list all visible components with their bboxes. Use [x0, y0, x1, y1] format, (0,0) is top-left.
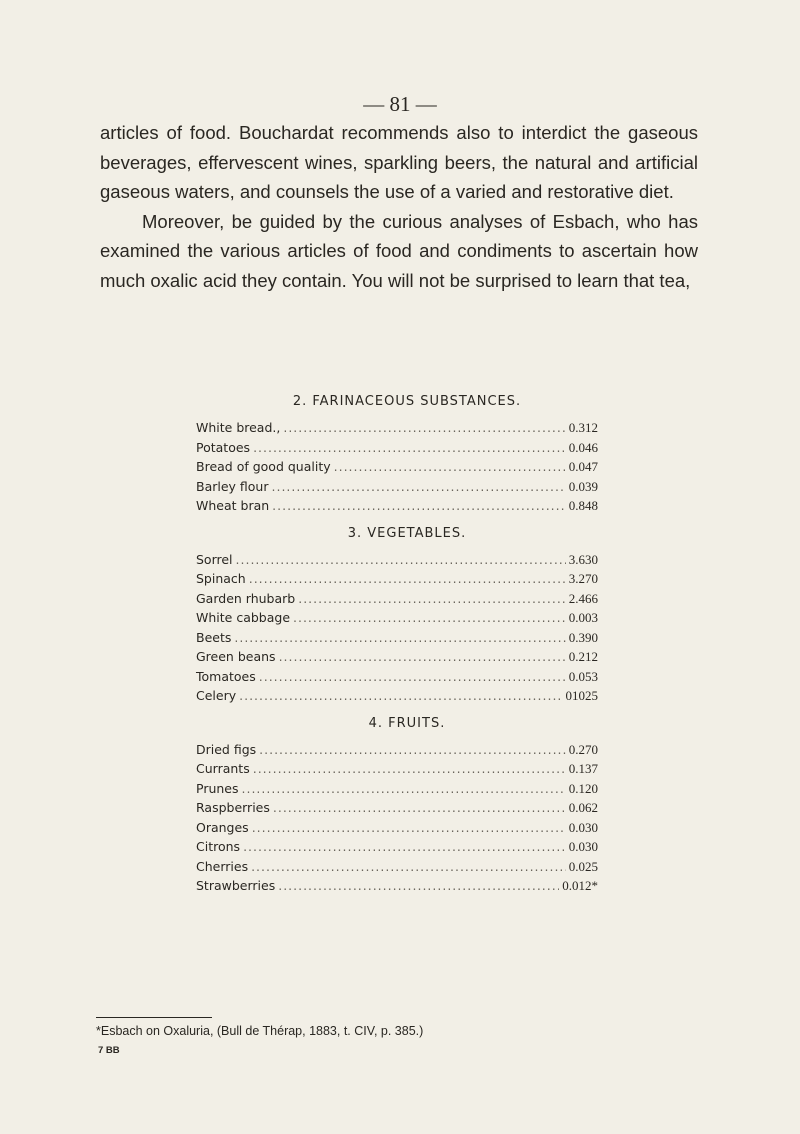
food-name: Spinach: [196, 571, 246, 586]
paragraph-1: articles of food. Bouchardat recommends also to interdict the gaseous beverages, effervescent wines, sparkling beers, the natural and artificial gaseous waters, and counsels the use of a varied and restorative diet.: [100, 122, 698, 202]
oxalic-acid-value: 0.053: [568, 668, 598, 684]
dot-leader: [259, 740, 566, 760]
page-number: — 81 —: [363, 92, 437, 116]
oxalic-acid-value: 0.046: [568, 439, 598, 455]
dot-leader: [279, 647, 566, 667]
section-title: 4. FRUITS.: [368, 715, 446, 731]
food-name: White cabbage: [196, 610, 291, 625]
dot-leader: [253, 438, 566, 458]
food-name: Sorrel: [196, 551, 233, 567]
footnote-rule: [96, 1017, 212, 1018]
food-name: Bread of good quality: [196, 459, 331, 474]
oxalic-acid-value: 0.120: [568, 780, 598, 796]
table-row: [196, 740, 598, 760]
table-row: [196, 798, 598, 818]
oxalic-acid-value: 01025: [565, 688, 598, 703]
oxalic-acid-value: 2.466: [568, 590, 598, 606]
oxalic-acid-value: 0.030: [568, 819, 598, 835]
table-row: [196, 647, 598, 667]
table-row: [196, 418, 598, 438]
table-section: [196, 716, 598, 896]
food-name: Green beans: [196, 649, 276, 664]
table-row: [196, 857, 598, 877]
dot-leader: [252, 818, 566, 838]
food-name: Cherries: [196, 858, 249, 874]
food-name: Currants: [196, 761, 250, 776]
food-name: Oranges: [196, 819, 249, 835]
oxalic-acid-value: 0.848: [568, 498, 598, 513]
dot-leader: [283, 418, 565, 438]
food-name: Beets: [196, 629, 232, 645]
food-name: Prunes: [196, 780, 239, 796]
oxalic-acid-table: [196, 394, 598, 896]
oxalic-acid-value: 0.270: [568, 741, 598, 757]
section-title: 3. VEGETABLES.: [347, 525, 467, 541]
food-name: Celery: [196, 688, 237, 703]
table-row: [196, 477, 598, 497]
food-name: Wheat bran: [196, 498, 270, 513]
oxalic-acid-value: 0.025: [568, 858, 598, 874]
oxalic-acid-value: 0.390: [568, 629, 598, 645]
signature-mark: 7 BB: [98, 1045, 120, 1056]
oxalic-acid-value: 0.012*: [562, 878, 598, 893]
food-name: Garden rhubarb: [196, 590, 296, 606]
oxalic-acid-value: 3.270: [568, 571, 598, 586]
oxalic-acid-value: 0.312: [568, 420, 598, 435]
table-row: [196, 608, 598, 628]
table-row: [196, 438, 598, 458]
dot-leader: [234, 628, 565, 648]
dot-leader: [242, 779, 566, 799]
table-section: [196, 394, 598, 516]
table-row: [196, 569, 598, 589]
dot-leader: [259, 667, 566, 687]
table-row: [196, 759, 598, 779]
dot-leader: [272, 496, 566, 516]
table-row: [196, 837, 598, 857]
dot-leader: [293, 608, 566, 628]
dot-leader: [278, 876, 559, 896]
oxalic-acid-value: 0.047: [568, 459, 598, 474]
table-row: [196, 667, 598, 687]
oxalic-acid-value: 0.039: [568, 478, 598, 494]
table-row: [196, 589, 598, 609]
table-row: [196, 496, 598, 516]
dot-leader: [272, 477, 566, 497]
food-name: Citrons: [196, 839, 241, 854]
dot-leader: [249, 569, 566, 589]
table-row: [196, 550, 598, 570]
section-title: 2. FARINACEOUS SUBSTANCES.: [292, 394, 522, 409]
food-name: Strawberries: [196, 878, 276, 893]
food-name: Potatoes: [196, 439, 251, 455]
paragraph-2: Moreover, be guided by the curious analyses of Esbach, who has examined the various articles of food and condiments to ascertain how much oxalic acid they contain. You will not be surprised to learn that tea,: [100, 210, 698, 291]
oxalic-acid-value: 0.137: [568, 761, 598, 776]
table-row: [196, 628, 598, 648]
dot-leader: [334, 457, 566, 477]
footnote: *Esbach on Oxaluria, (Bull de Thérap, 1883, t. CIV, p. 385.): [96, 1024, 424, 1038]
body-text: [100, 118, 698, 295]
table-row: [196, 686, 598, 706]
oxalic-acid-value: 0.212: [568, 649, 598, 664]
oxalic-acid-value: 3.630: [568, 551, 598, 567]
table-row: [196, 457, 598, 477]
table-row: [196, 876, 598, 896]
dot-leader: [251, 857, 566, 877]
table-row: [196, 779, 598, 799]
dot-leader: [243, 837, 566, 857]
table-section: [196, 526, 598, 706]
dot-leader: [253, 759, 566, 779]
dot-leader: [239, 686, 562, 706]
dot-leader: [236, 550, 566, 570]
oxalic-acid-value: 0.030: [568, 839, 598, 854]
food-name: Dried figs: [196, 741, 257, 757]
food-name: Tomatoes: [196, 668, 256, 684]
food-name: White bread.,: [196, 420, 281, 435]
table-row: [196, 818, 598, 838]
oxalic-acid-value: 0.003: [568, 610, 598, 625]
food-name: Raspberries: [196, 800, 270, 815]
oxalic-acid-value: 0.062: [568, 800, 598, 815]
food-name: Barley flour: [196, 478, 269, 494]
dot-leader: [298, 589, 566, 609]
dot-leader: [273, 798, 566, 818]
